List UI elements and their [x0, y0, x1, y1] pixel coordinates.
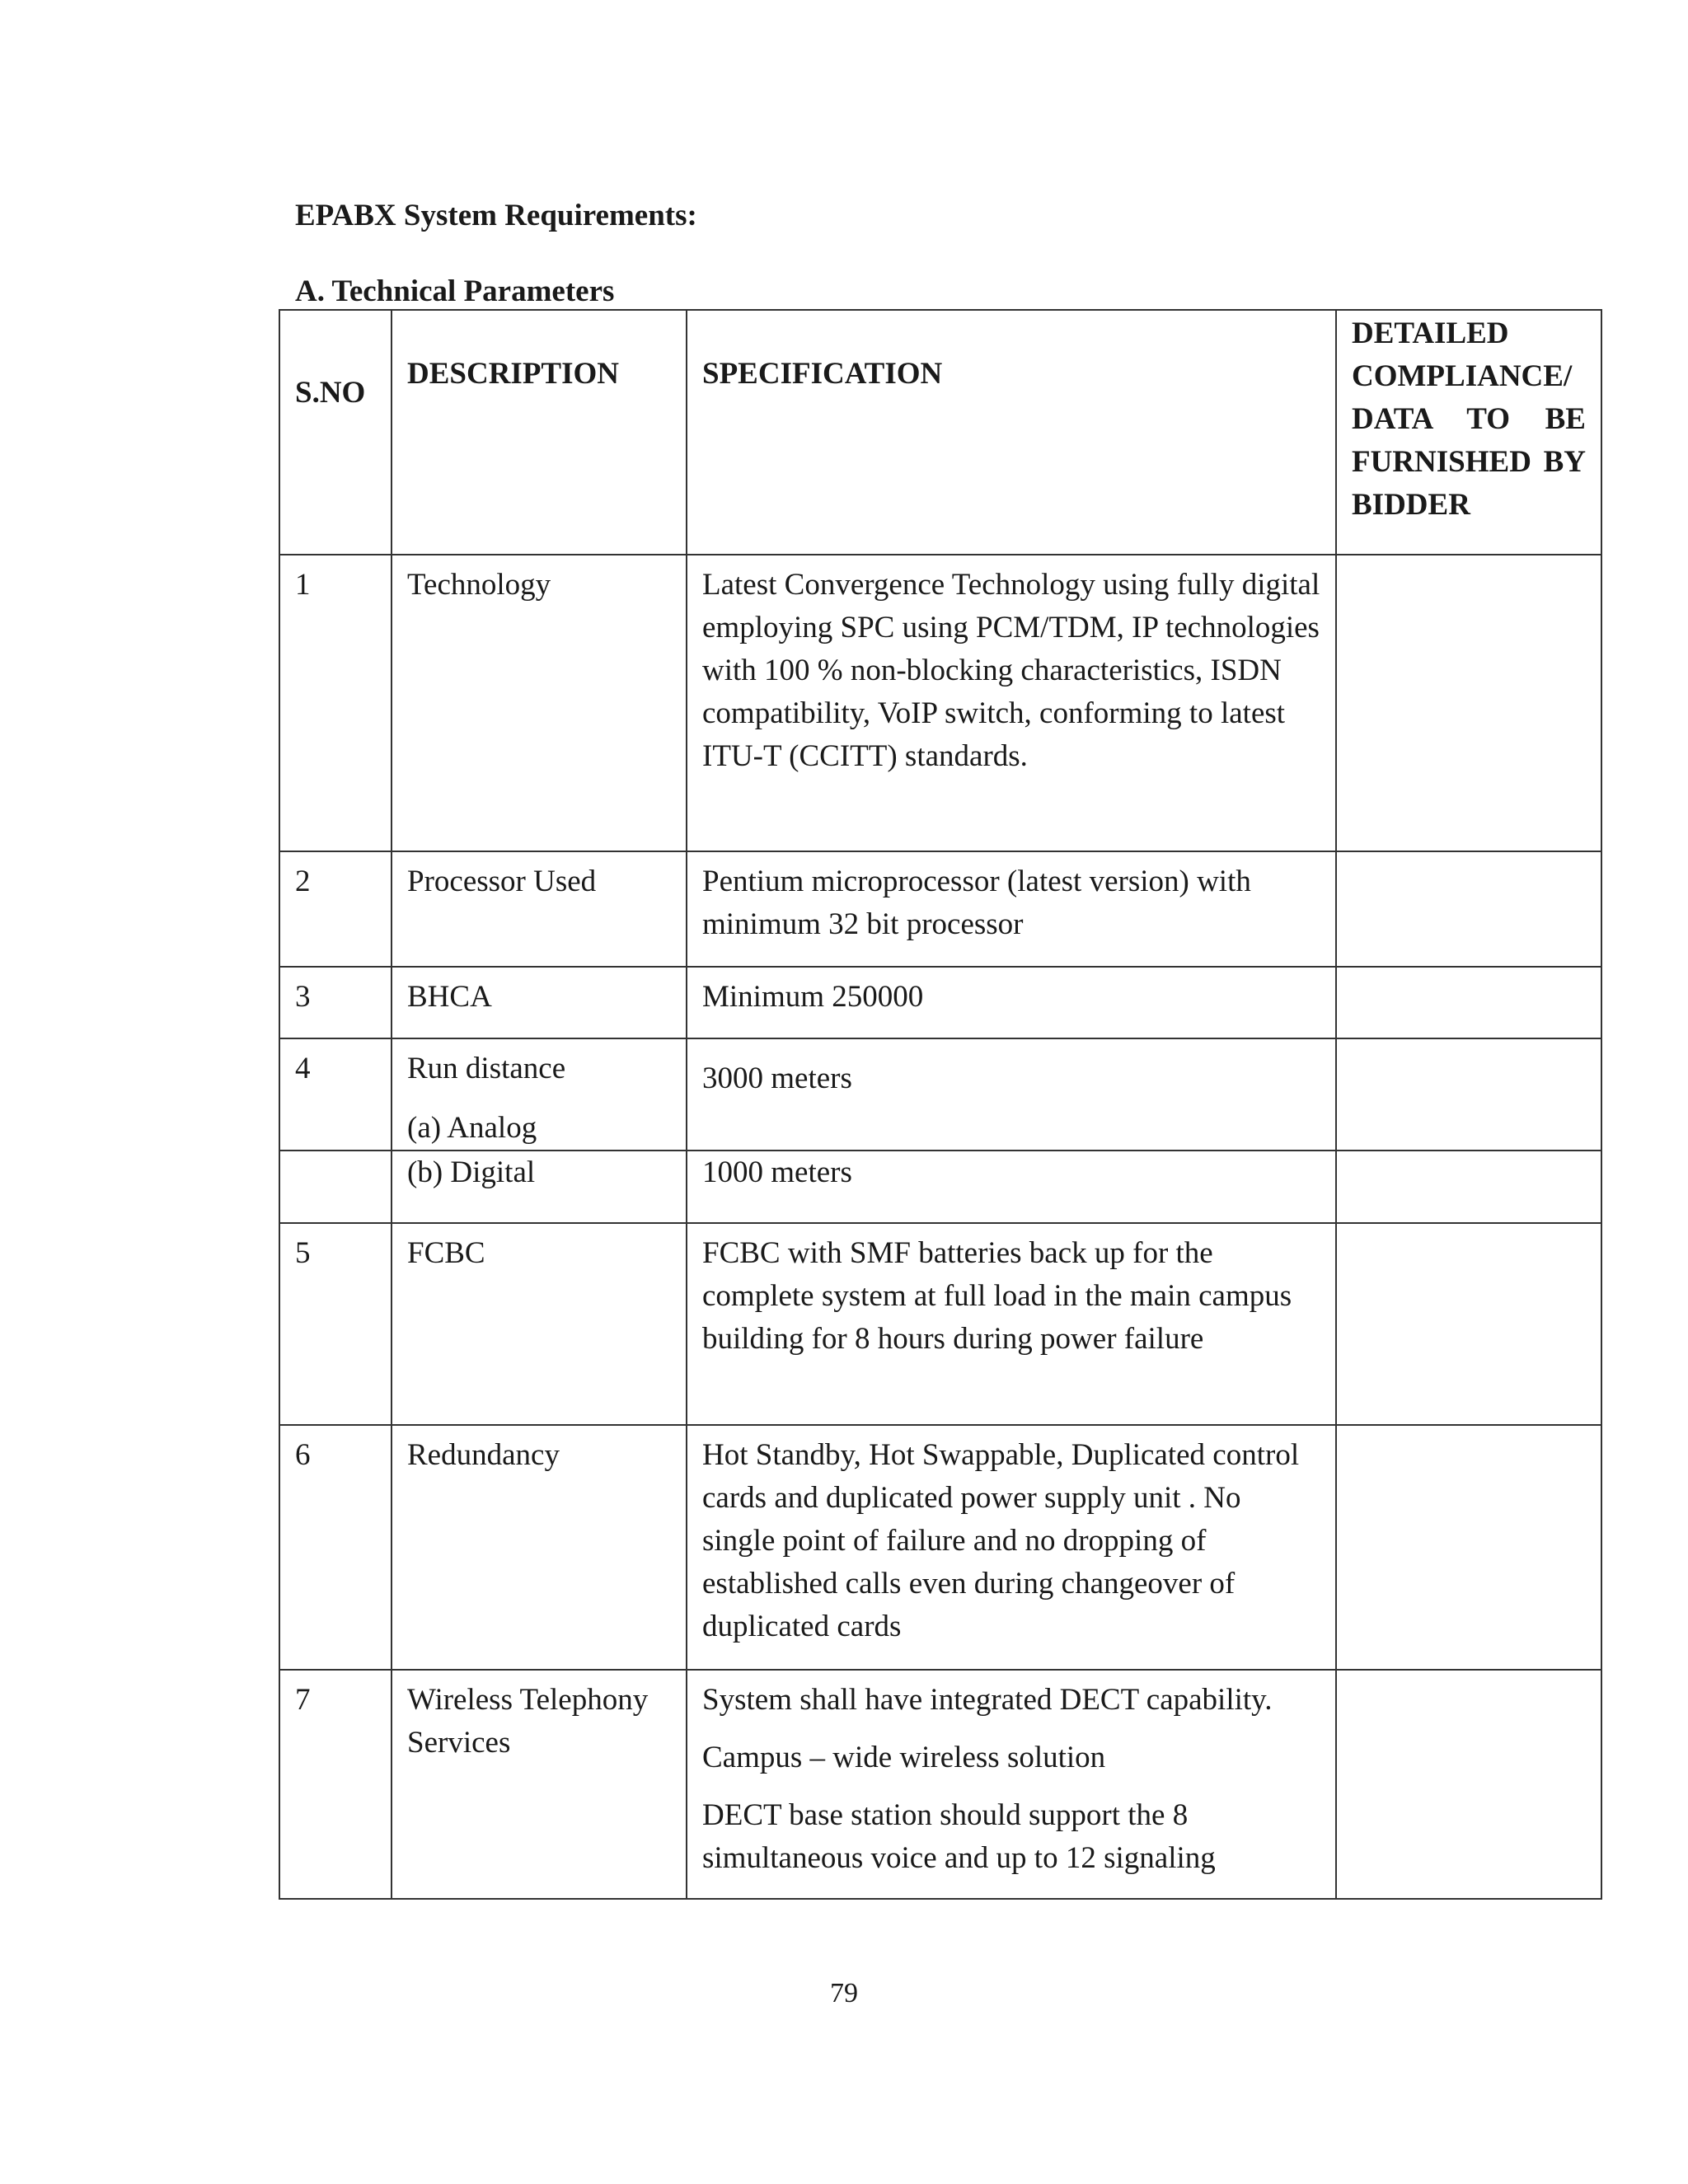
page-title: EPABX System Requirements: [295, 199, 697, 232]
row-compliance[interactable] [1336, 851, 1601, 967]
header-specification: SPECIFICATION [687, 310, 1336, 555]
row-description: Processor Used [392, 851, 687, 967]
row-specification [687, 1670, 1336, 1899]
header-compliance: DETAILED COMPLIANCE/ DATA TO BE FURNISHED BY BIDDER [1336, 310, 1601, 555]
table-row [279, 967, 1601, 1038]
requirements-table [279, 309, 1602, 1900]
row-specification: Pentium microprocessor (latest version) with minimum 32 bit processor [687, 851, 1336, 967]
row-sno: 5 [279, 1223, 392, 1425]
spec-paragraph: System shall have integrated DECT capability. [702, 1683, 1273, 1717]
row-specification: Minimum 250000 [687, 967, 1336, 1038]
row-sno [279, 1151, 392, 1223]
row-sno: 6 [279, 1425, 392, 1670]
row-compliance[interactable] [1336, 1151, 1601, 1223]
row-sno: 7 [279, 1670, 392, 1899]
row-specification: Latest Convergence Technology using fully digital employing SPC using PCM/TDM, IP technologies with 100 % non-blocking characteristics, ISDN compatibility, VoIP switch, conforming to latest ITU-T (CCITT) standards. [687, 555, 1336, 851]
page-number: 79 [830, 1978, 858, 2008]
table-row [279, 555, 1601, 851]
table-row [279, 851, 1601, 967]
row-description: Redundancy [392, 1425, 687, 1670]
row-compliance[interactable] [1336, 1425, 1601, 1670]
row-compliance[interactable] [1336, 1223, 1601, 1425]
row-specification: Hot Standby, Hot Swappable, Duplicated control cards and duplicated power supply unit . No single point of failure and no dropping of established calls even during changeover of duplicated cards [687, 1425, 1336, 1670]
row-sno: 1 [279, 555, 392, 851]
row-specification: FCBC with SMF batteries back up for the complete system at full load in the main campus building for 8 hours during power failure [687, 1223, 1336, 1425]
row-description: BHCA [392, 967, 687, 1038]
header-sno: S.NO [279, 310, 392, 555]
row-description [392, 1038, 687, 1151]
row-compliance[interactable] [1336, 967, 1601, 1038]
spec-paragraph: Campus – wide wireless solution [702, 1741, 1106, 1774]
table-row [279, 1670, 1601, 1899]
table-header-row [279, 310, 1601, 555]
row-description: Technology [392, 555, 687, 851]
row-description: FCBC [392, 1223, 687, 1425]
row-description-sub: (a) Analog [407, 1111, 537, 1145]
table-row [279, 1425, 1601, 1670]
row-sno: 4 [279, 1038, 392, 1151]
table-row [279, 1223, 1601, 1425]
row-description: Wireless Telephony Services [392, 1670, 687, 1899]
row-description: (b) Digital [392, 1151, 687, 1223]
row-description-main: Run distance [407, 1052, 566, 1085]
spec-paragraph: DECT base station should support the 8 simultaneous voice and up to 12 signaling [702, 1798, 1216, 1875]
header-description: DESCRIPTION [392, 310, 687, 555]
row-specification: 3000 meters [687, 1038, 1336, 1151]
row-specification: 1000 meters [687, 1151, 1336, 1223]
row-compliance[interactable] [1336, 1038, 1601, 1151]
table-row [279, 1038, 1601, 1151]
row-compliance[interactable] [1336, 1670, 1601, 1899]
row-compliance[interactable] [1336, 555, 1601, 851]
section-title: A. Technical Parameters [295, 274, 615, 308]
row-sno: 3 [279, 967, 392, 1038]
table-row [279, 1151, 1601, 1223]
row-sno: 2 [279, 851, 392, 967]
